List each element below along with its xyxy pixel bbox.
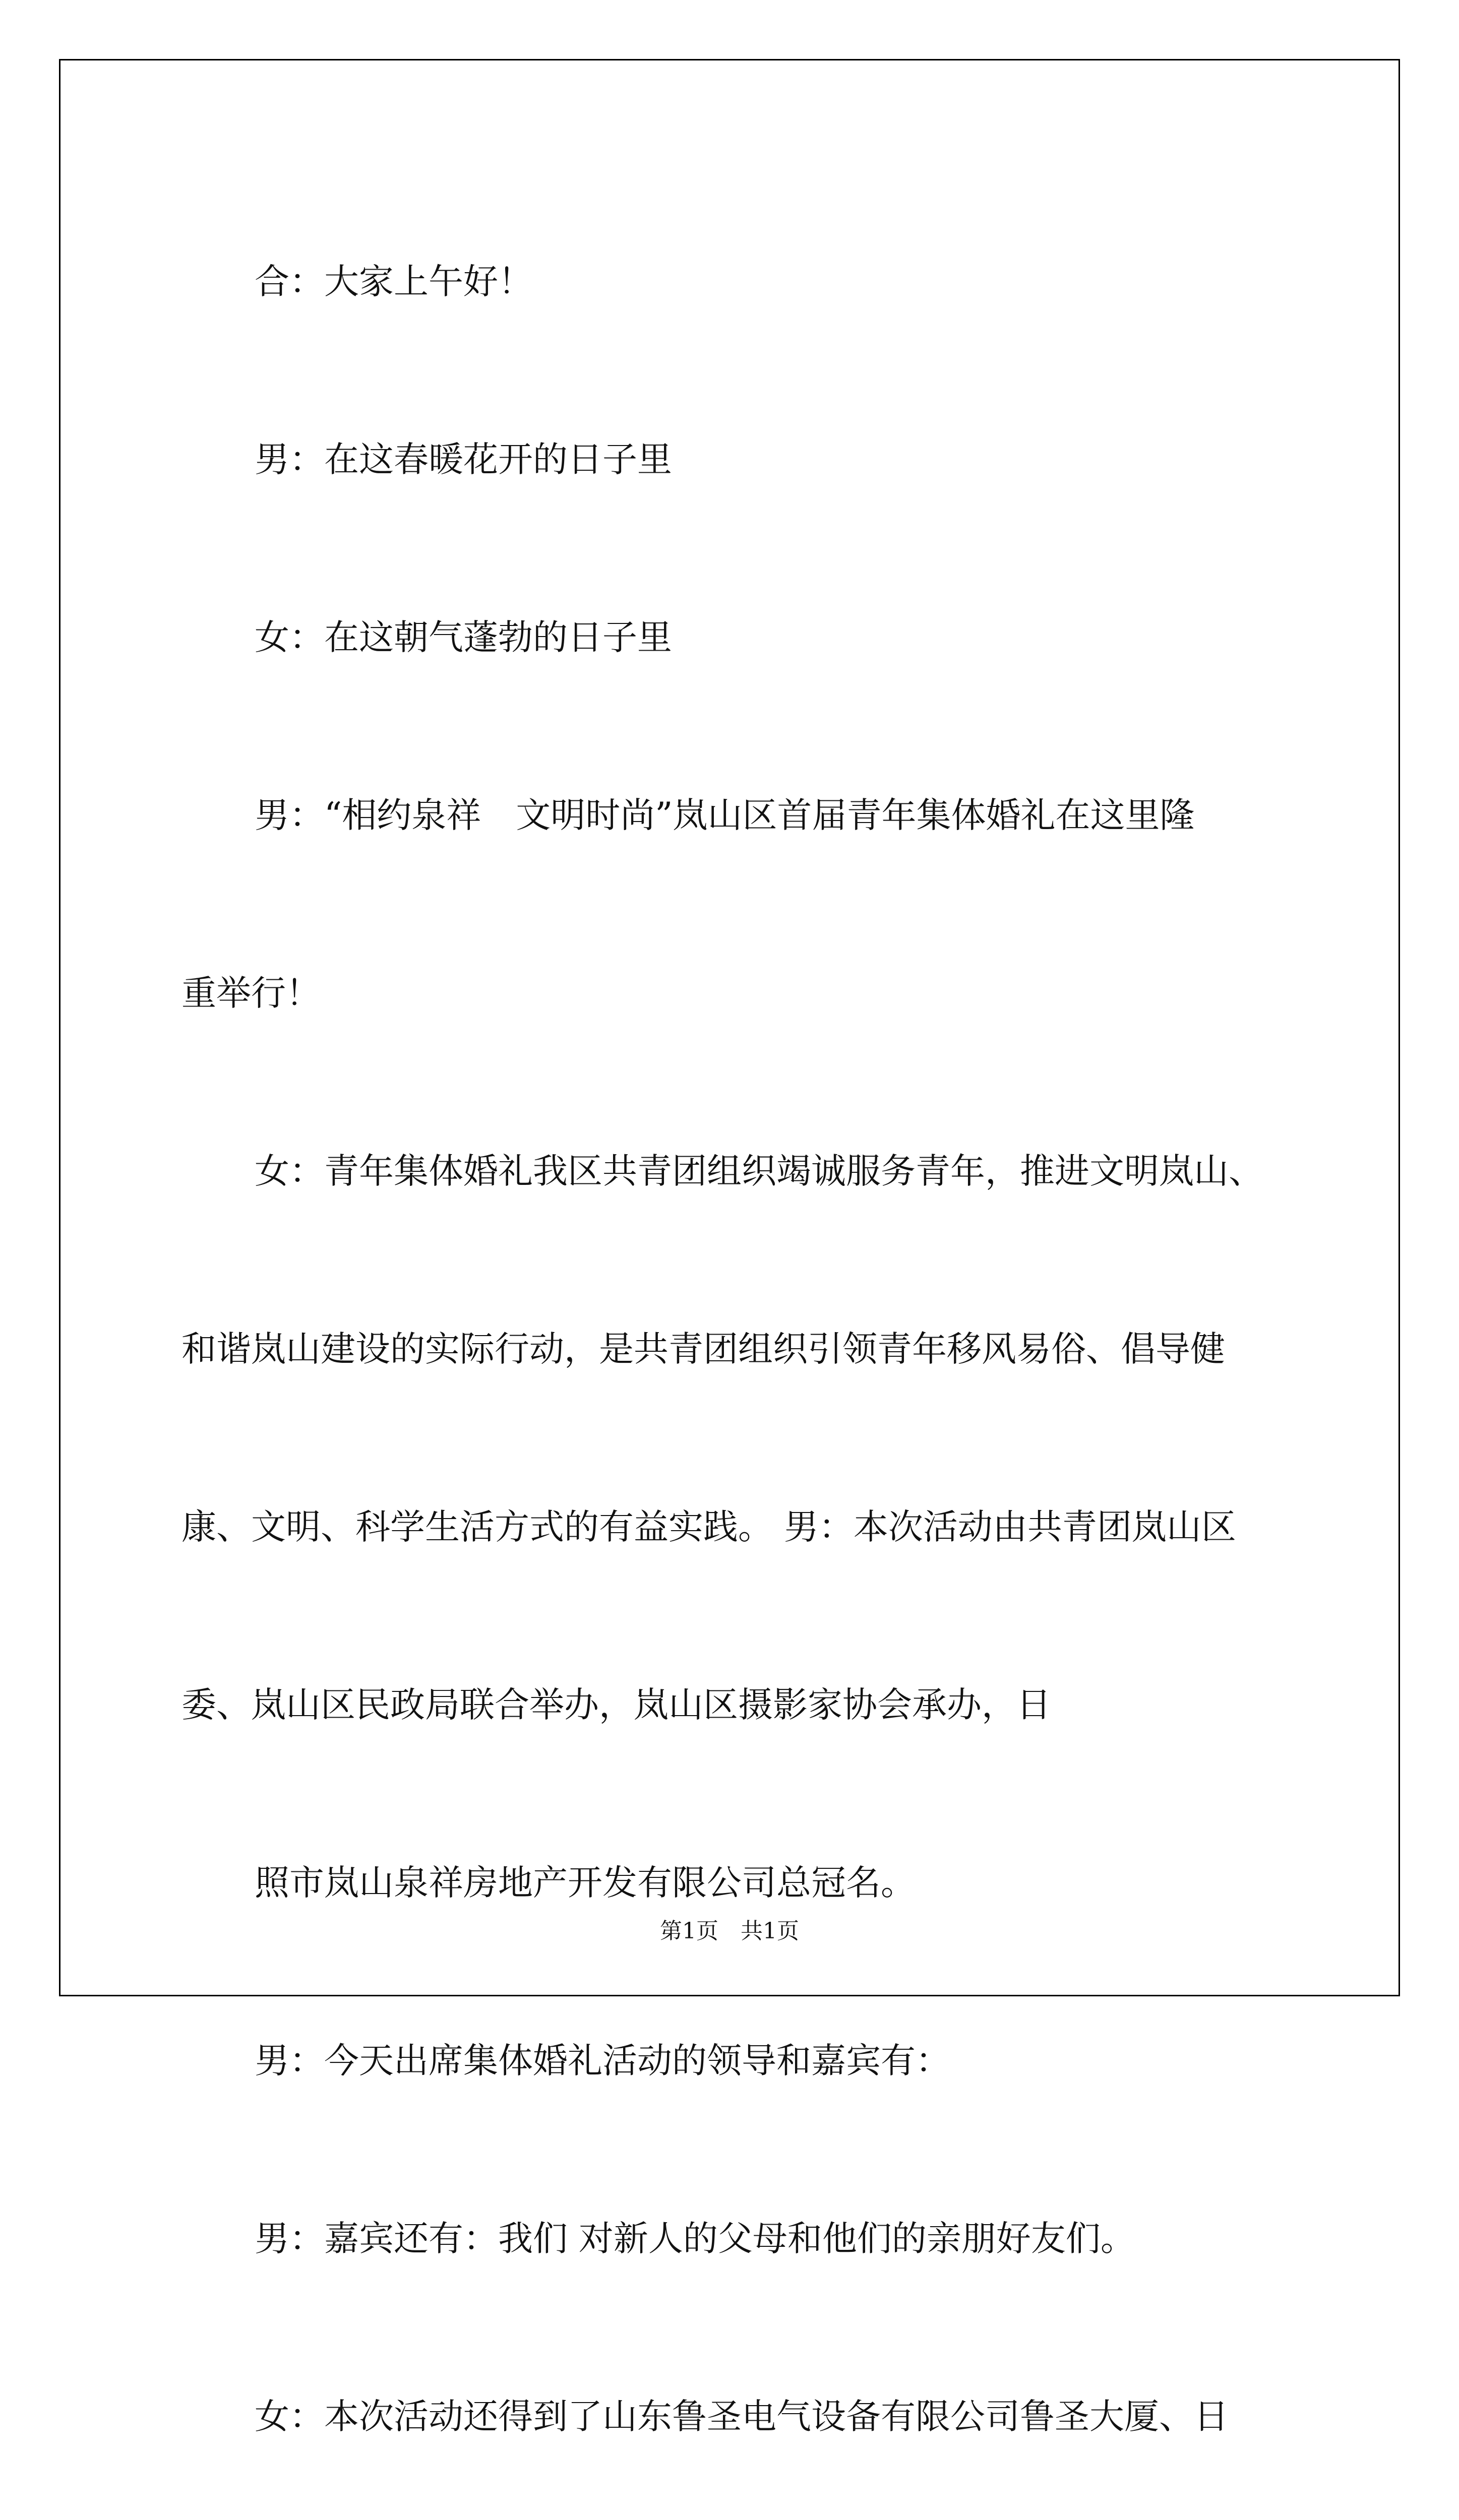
paragraph-line: 康、文明、科学生活方式的有益实践。 男：本次活动由共青团岚山区 — [181, 1507, 1236, 1547]
paragraph-line: 合：大家上午好！ — [255, 262, 533, 302]
paragraph-line: 男：今天出席集体婚礼活动的领导和嘉宾有： — [255, 2041, 950, 2081]
paragraph-line: 重举行！ — [181, 973, 321, 1014]
paragraph-line: 照市岚山泉祥房地产开发有限公司总冠名。 — [255, 1863, 916, 1903]
paragraph-line: 男：嘉宾还有：我们 对新人的父母和他们的亲朋好友们。 — [255, 2219, 1135, 2259]
paragraph-line: 女：青年集体婚礼我区共青团组织竭诚服务青年，推进文明岚山、 — [255, 1151, 1263, 1191]
page-number-footer: 第1页 共1页 — [660, 1918, 799, 1944]
paragraph-line: 委、岚山区民政局联合举办，岚山区摄影家协会承办，日 — [181, 1685, 1051, 1725]
paragraph-line: 男：在这春暖花开的日子里 — [255, 439, 672, 480]
paragraph-line: 男：“相约泉祥 文明时尚”岚山区首届青年集体婚礼在这里隆 — [255, 795, 1195, 836]
document-body — [181, 184, 1331, 2520]
paragraph-line: 和谐岚山建设的实际行动，是共青团组织引领青年移风易俗、倡导健 — [181, 1329, 1225, 1369]
paragraph-line: 女：在这朝气蓬勃的日子里 — [255, 617, 672, 658]
paragraph-line: 女：本次活动还得到了山东鲁圣电气设备有限公司鲁圣大厦、日 — [255, 2397, 1229, 2437]
